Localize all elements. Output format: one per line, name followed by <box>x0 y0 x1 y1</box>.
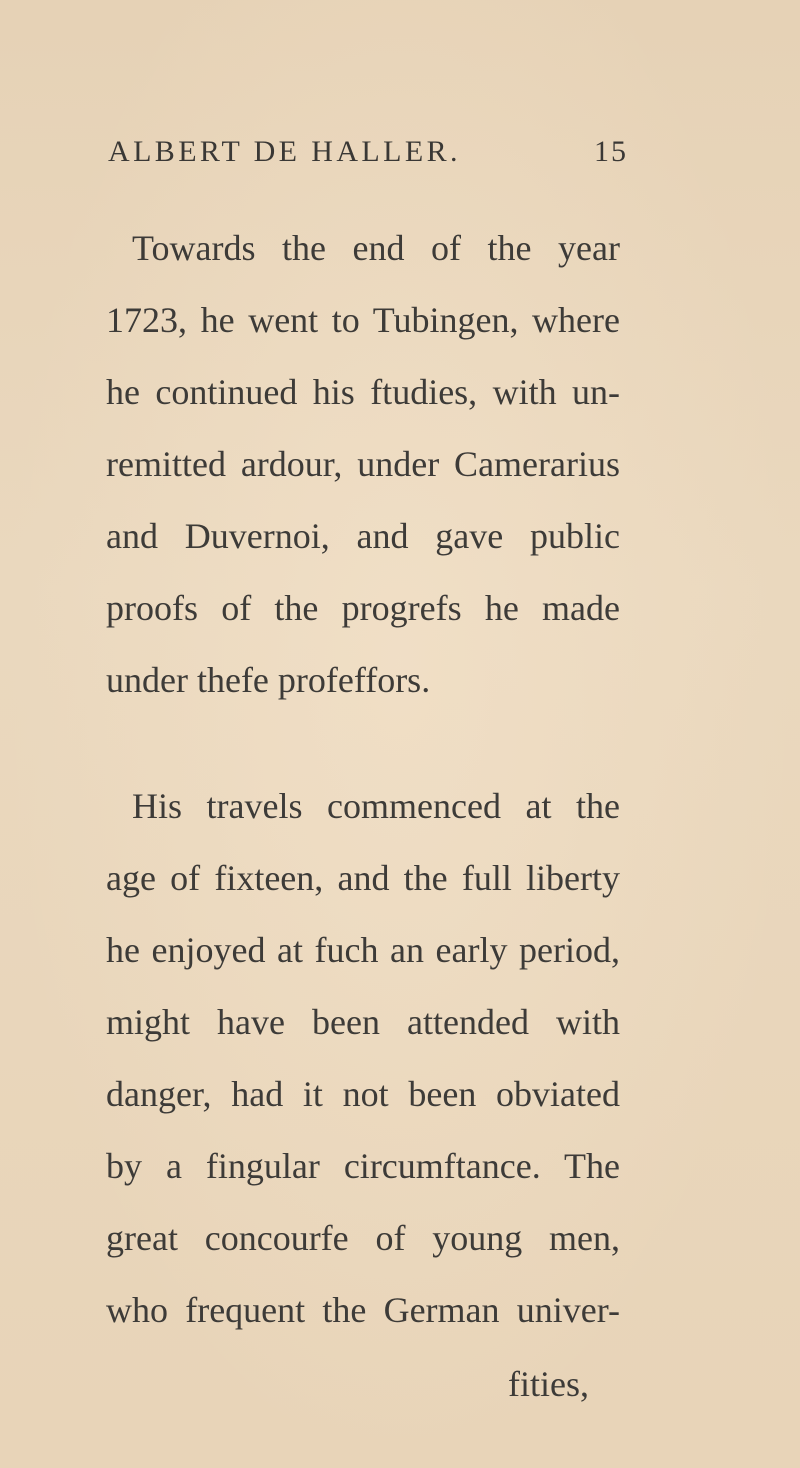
text-line: Towards the end of the year <box>132 228 620 268</box>
text-line: might have been attended with <box>106 1002 620 1042</box>
text-line: His travels commenced at the <box>132 786 620 826</box>
text-line: under thefe profeffors. <box>106 660 431 700</box>
text-line: by a fingular circumftance. The <box>106 1146 620 1186</box>
text-line: 1723, he went to Tubingen, where <box>106 300 620 340</box>
text-line: great concourfe of young men, <box>106 1218 620 1258</box>
text-line: remitted ardour, under Camerarius <box>106 444 620 484</box>
text-line: he enjoyed at fuch an early period, <box>106 930 620 970</box>
running-title: ALBERT DE HALLER. <box>108 135 461 168</box>
catchword: fities, <box>508 1364 589 1404</box>
text-line: proofs of the progrefs he made <box>106 588 620 628</box>
text-line: who frequent the German univer- <box>106 1290 620 1330</box>
text-line: age of fixteen, and the full liberty <box>106 858 620 898</box>
text-line: and Duvernoi, and gave public <box>106 516 620 556</box>
running-head <box>108 135 628 185</box>
text-line: danger, had it not been obviated <box>106 1074 620 1114</box>
page-number: 15 <box>594 135 628 168</box>
text-line: he continued his ftudies, with un- <box>106 372 620 412</box>
